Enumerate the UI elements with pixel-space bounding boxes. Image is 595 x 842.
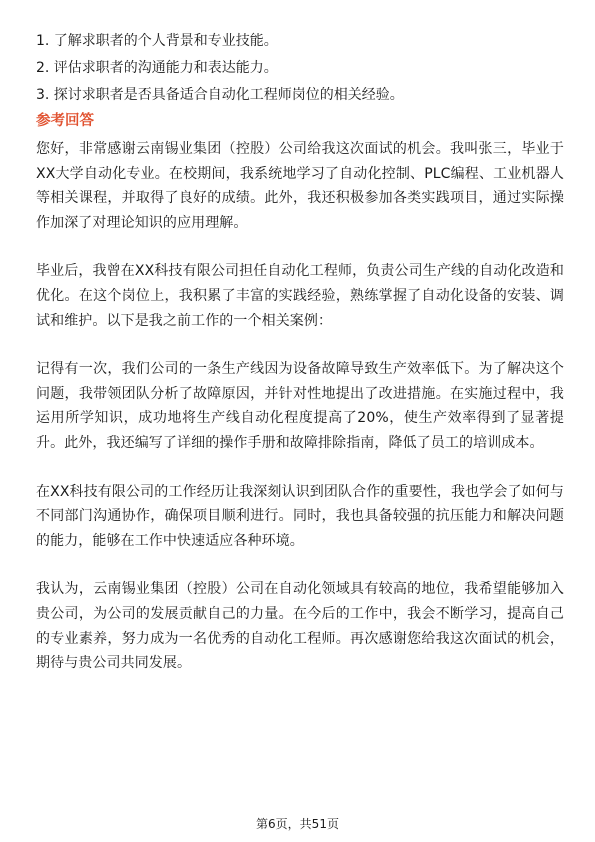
document-body [36, 30, 564, 676]
question-item-2: 2. 评估求职者的沟通能力和表达能力。 [36, 60, 278, 76]
page-number: 第6页，共51页 [256, 817, 339, 831]
answer-paragraph-3: 记得有一次，我们公司的一条生产线因为设备故障导致生产效率低下。为了解决这个问题，我带领团队分析了故障原因，并针对性地提出了改进措施。在实施过程中，我运用所学知识，成功地将生产线自动化程度提高了20%，使生产效率得到了显著提升。此外，我还编写了详细的操作手册和故障排除指南，降低了员工的培训成本。 [36, 361, 564, 451]
answer-paragraph-5: 我认为，云南锡业集团（控股）公司在自动化领域具有较高的地位，我希望能够加入贵公司，为公司的发展贡献自己的力量。在今后的工作中，我会不断学习，提高自己的专业素养，努力成为一名优秀的自动化工程师。再次感谢您给我这次面试的机会，期待与贵公司共同发展。 [36, 581, 564, 672]
answer-text [36, 137, 564, 676]
answer-heading: 参考回答 [36, 113, 94, 129]
answer-paragraph-2: 毕业后，我曾在XX科技有限公司担任自动化工程师，负责公司生产线的自动化改造和优化。在这个岗位上，我积累了丰富的实践经验，熟练掌握了自动化设备的安装、调试和维护。以下是我之前工作的一个相关案例： [36, 263, 564, 329]
question-list [36, 30, 564, 106]
question-item-1: 1. 了解求职者的个人背景和专业技能。 [36, 33, 278, 49]
answer-paragraph-1: 您好，非常感谢云南锡业集团（控股）公司给我这次面试的机会。我叫张三，毕业于XX大学自动化专业。在校期间，我系统地学习了自动化控制、PLC编程、工业机器人等相关课程，并取得了良好的成绩。此外，我还积极参加各类实践项目，通过实际操作加深了对理论知识的应用理解。 [36, 141, 564, 231]
question-item-3: 3. 探讨求职者是否具备适合自动化工程师岗位的相关经验。 [36, 87, 404, 103]
answer-paragraph-4: 在XX科技有限公司的工作经历让我深刻认识到团队合作的重要性，我也学会了如何与不同部门沟通协作，确保项目顺利进行。同时，我也具备较强的抗压能力和解决问题的能力，能够在工作中快速适应各种环境。 [36, 483, 564, 549]
